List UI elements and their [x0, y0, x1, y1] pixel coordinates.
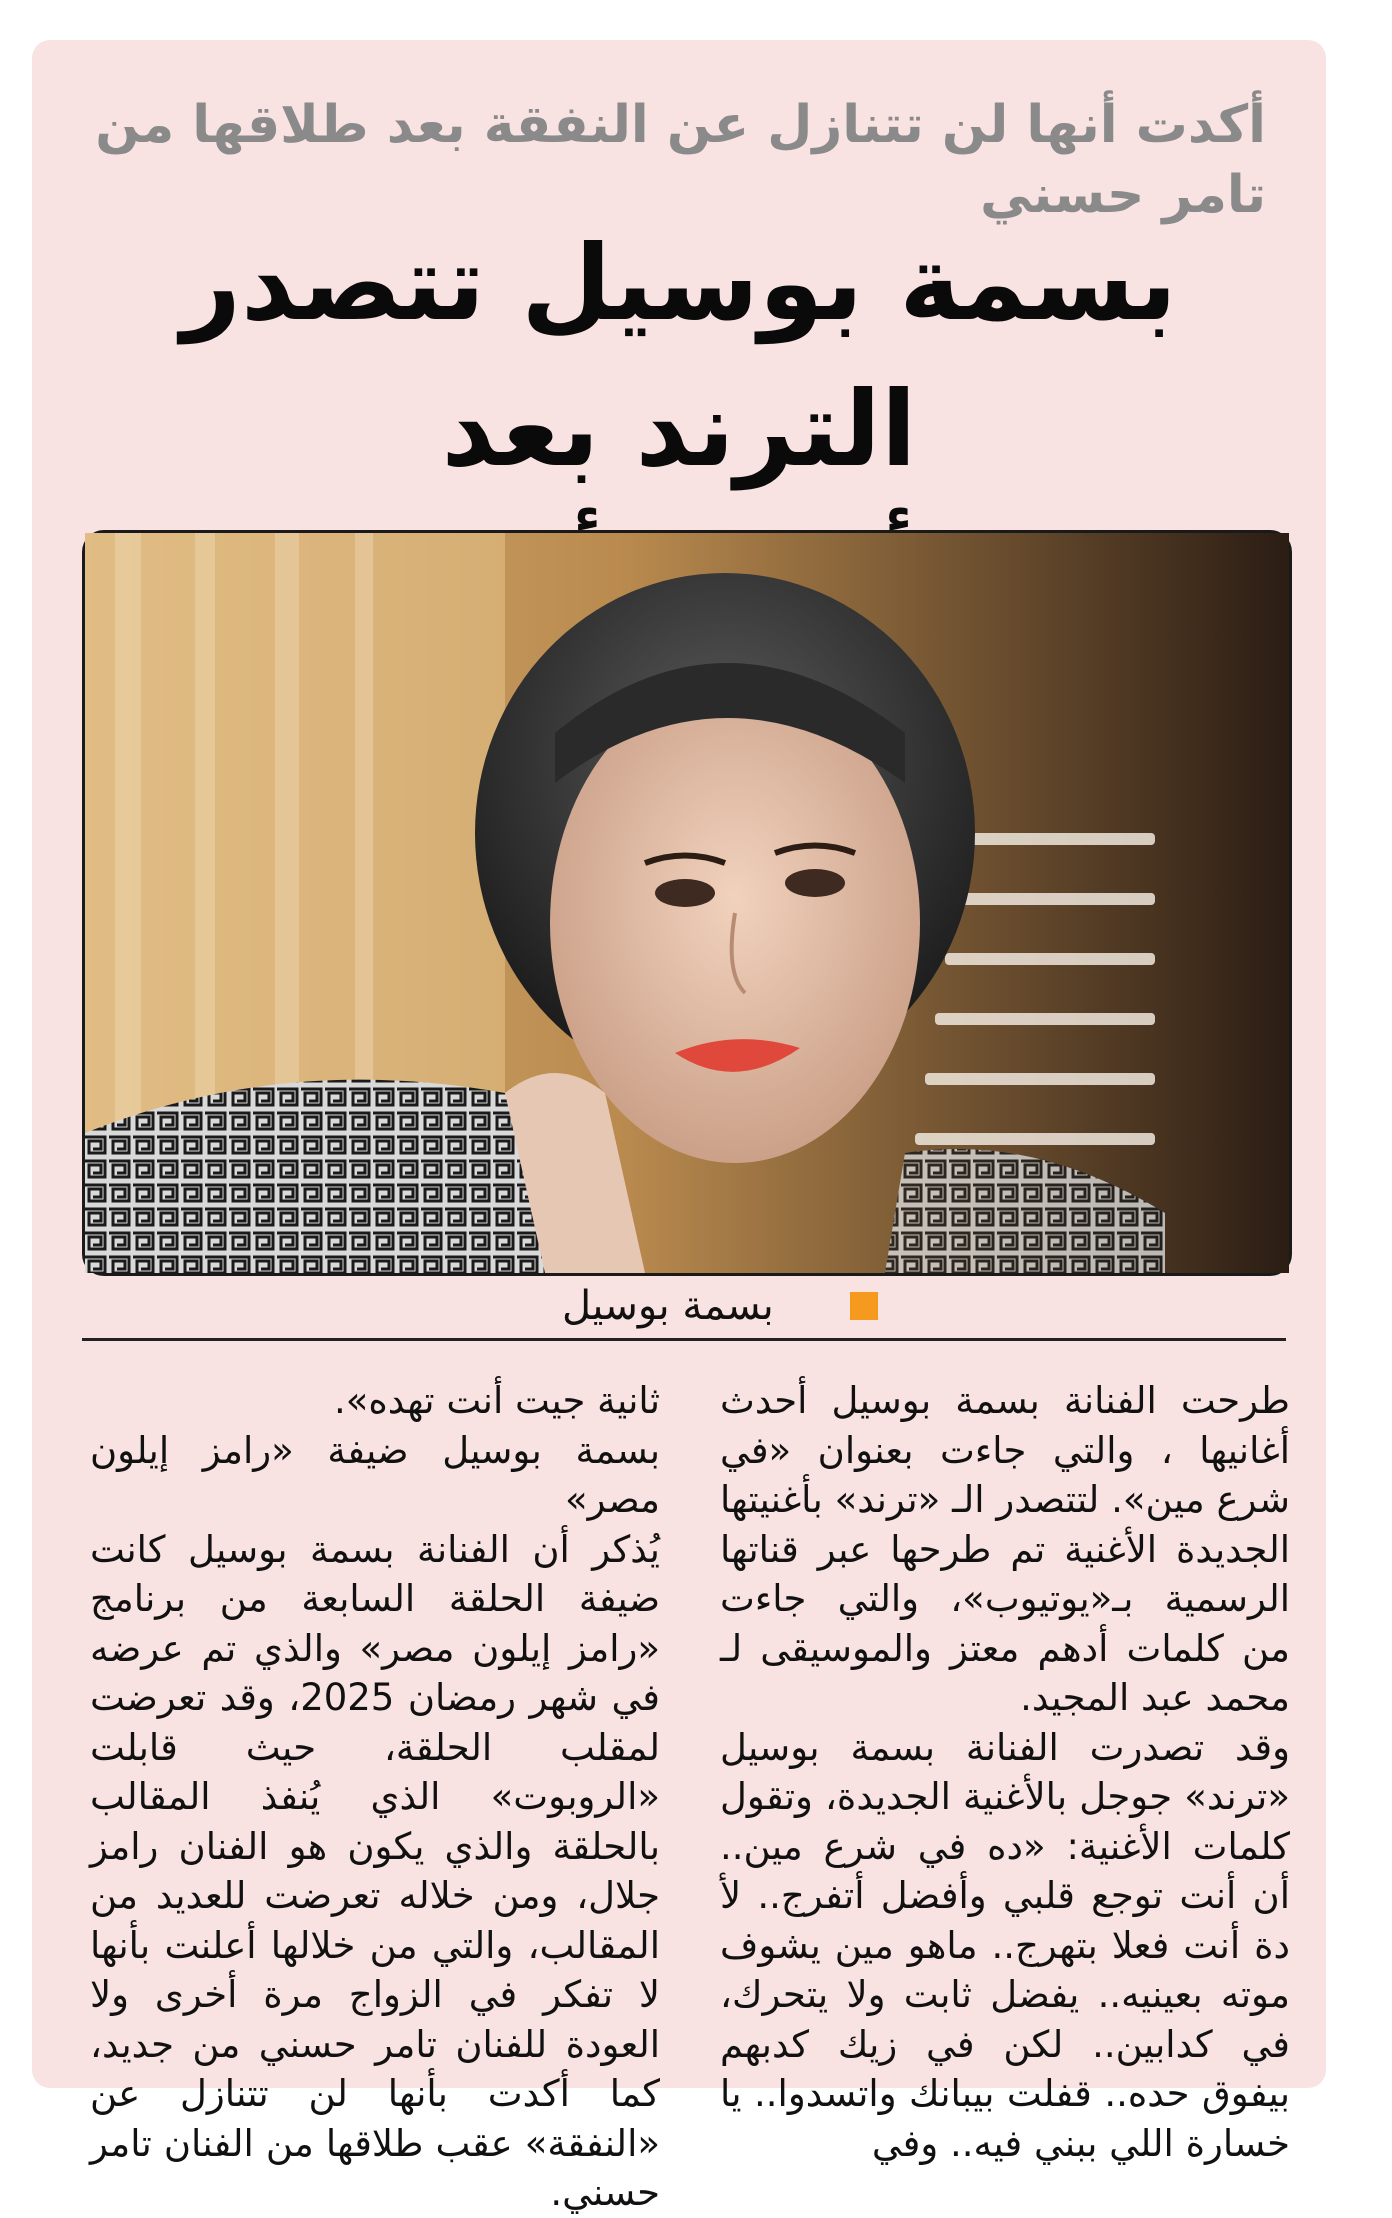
headline-line-1: بسمة بوسيل تتصدر الترند بعد	[181, 222, 1177, 490]
article-kicker: أكدت أنها لن تتنازل عن النفقة بعد طلاقها من تامر حسني	[95, 95, 1266, 225]
paragraph: طرحت الفنانة بسمة بوسيل أحدث أغانيها ، والتي جاءت بعنوان «في شرع مين». لتتصدر الـ «ترند» بأغنيتها الجديدة الأغنية تم طرحها عبر قناتها الرسمية بـ«يوتيوب»، والتي جاءت من كلمات أدهم معتز والموسيقى لـ محمد عبد المجيد.	[720, 1379, 1290, 1719]
paragraph: وقد تصدرت الفنانة بسمة بوسيل «ترند» جوجل بالأغنية الجديدة، وتقول كلمات الأغنية: «ده في شرع مين.. أن أنت توجع قلبي وأفضل أتفرج.. لأ دة أنت فعلا بتهرج.. ماهو مين يشوف موته بعينيه.. يفضل ثابت ولا يتحرك، في كدابين.. لكن في زيك كدبهم بيفوق حده.. قفلت بيبانك واتسدوا.. يا خسارة اللي ببني فيه.. وفي	[720, 1725, 1290, 2165]
orange-square-icon	[850, 1292, 878, 1320]
portrait-image	[85, 533, 1289, 1273]
caption-divider	[82, 1338, 1286, 1341]
article-photo	[82, 530, 1292, 1276]
photo-caption: بسمة بوسيل	[562, 1283, 774, 1329]
paragraph: ثانية جيت أنت تهده».	[334, 1379, 660, 1422]
paragraph: يُذكر أن الفنانة بسمة بوسيل كانت ضيفة الحلقة السابعة من برنامج «رامز إيلون مصر» والذي تم عرضه في شهر رمضان 2025، وقد تعرضت لمقلب الحلقة، حيث قابلت «الروبوت» الذي يُنفذ المقالب بالحلقة والذي يكون هو الفنان رامز جلال، ومن خلاله تعرضت للعديد من المقالب، والتي من خلالها أعلنت بأنها لا تفكر في الزواج مرة أخرى ولا العودة للفنان تامر حسني من جديد، كما أكدت بأنها لن تتنازل عن «النفقة» عقب طلاقها من الفنان تامر حسني.	[90, 1527, 660, 2214]
article-column-right	[720, 1376, 1290, 2168]
subheading: بسمة بوسيل ضيفة «رامز إيلون مصر»	[90, 1428, 660, 1521]
article-column-left	[90, 1376, 660, 2218]
newspaper-page	[32, 40, 1326, 2214]
photo-caption-row	[82, 1278, 1286, 1334]
